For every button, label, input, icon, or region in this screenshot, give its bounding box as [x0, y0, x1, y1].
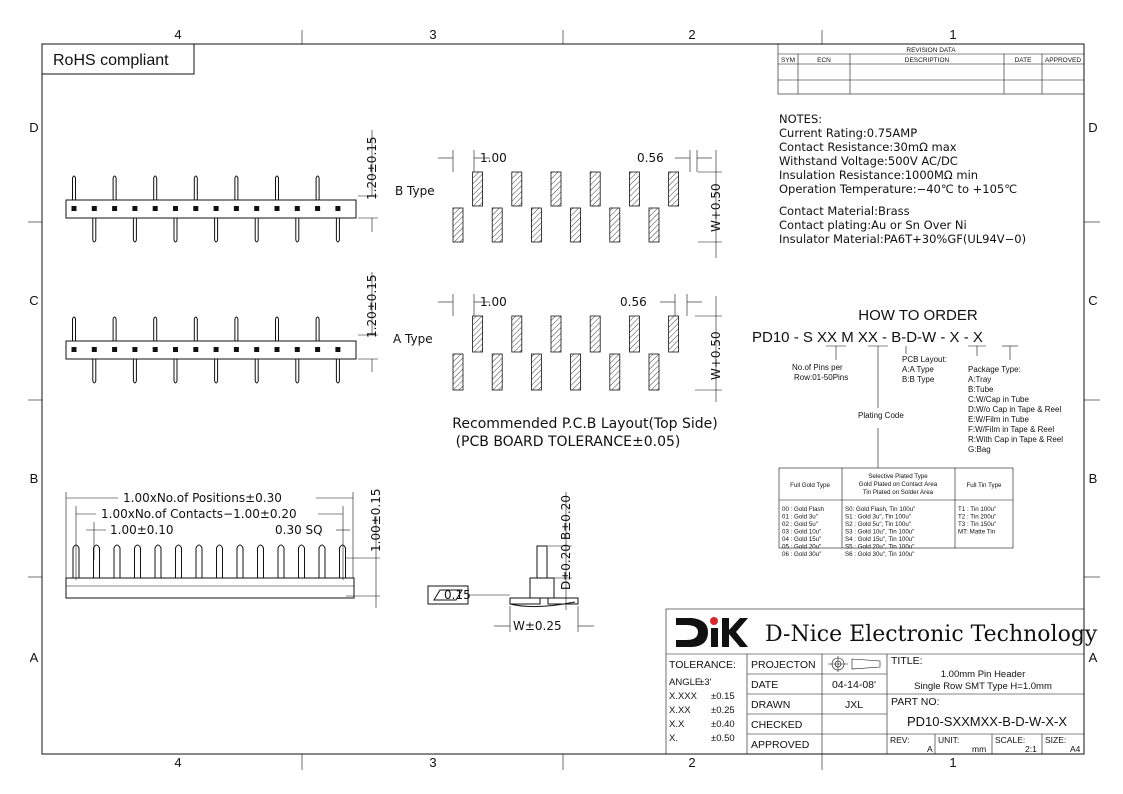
- row-label-left: A: [29, 650, 39, 665]
- plating-tin-row: MT: Matte Tin: [958, 528, 996, 536]
- col-label-bottom: 1: [949, 755, 957, 770]
- plating-head-gold: Full Gold Type: [790, 482, 830, 489]
- side-pin: [94, 545, 100, 578]
- dim-w: W±0.25: [513, 619, 562, 633]
- header-pin: [276, 317, 279, 341]
- pcb-pad: [669, 316, 679, 352]
- dim-pitch: 1.00±0.10: [110, 523, 174, 537]
- header-pin-square: [254, 347, 259, 352]
- order-pcb-layout: PCB Layout:: [902, 355, 947, 364]
- row-label-left: B: [29, 471, 39, 486]
- rev-label: REV:: [890, 735, 910, 745]
- revision-col-description: DESCRIPTION: [904, 57, 950, 64]
- dim-pitch-b: 1.00: [480, 151, 507, 165]
- tol-value: ±0.50: [711, 733, 735, 744]
- pcb-pad: [629, 316, 639, 352]
- side-pin: [135, 545, 141, 578]
- side-pin: [155, 545, 161, 578]
- dim-w-b: W+0.50: [709, 183, 723, 232]
- pcb-pad: [531, 208, 541, 242]
- tol-key: X.XXX: [669, 691, 697, 702]
- col-label-bottom: 2: [688, 755, 696, 770]
- tol-value: ±3': [699, 677, 712, 688]
- col-label-bottom: 4: [174, 755, 182, 770]
- header-pin: [113, 176, 116, 200]
- note-line: Contact Resistance:30mΩ max: [779, 140, 957, 154]
- plating-gold-row: 03 : Gold 10u": [782, 528, 822, 536]
- header-pin: [154, 176, 157, 200]
- header-pin-square: [72, 206, 77, 211]
- header-pin-square: [234, 347, 239, 352]
- note-line: Insulator Material:PA6T+30%GF(UL94V−0): [779, 232, 1027, 246]
- header-pin-square: [92, 206, 97, 211]
- plating-gold-row: 06 : Gold 30u": [782, 551, 822, 558]
- header-pin: [296, 218, 299, 242]
- side-pin: [237, 545, 243, 578]
- plating-selective-row: S4 : Gold 15u", Tin 100u": [845, 536, 915, 543]
- note-line: Contact Material:Brass: [779, 204, 910, 218]
- side-pin: [176, 545, 182, 578]
- tol-value: ±0.25: [711, 705, 735, 716]
- header-pin-square: [173, 347, 178, 352]
- header-pin: [133, 359, 136, 383]
- header-pin: [336, 218, 339, 242]
- col-label-bottom: 3: [429, 755, 437, 770]
- side-pin: [217, 545, 223, 578]
- header-pin-square: [275, 206, 280, 211]
- side-pin: [319, 545, 325, 578]
- revision-col-sym: SYM: [780, 57, 796, 64]
- pcb-pad: [629, 172, 639, 206]
- order-package: A:Tray: [968, 375, 992, 384]
- header-pin: [154, 317, 157, 341]
- title-line-1: 1.00mm Pin Header: [940, 669, 1026, 680]
- row-label-right: C: [1088, 293, 1098, 308]
- plating-selective-row: S6 : Gold 30u", Tin 100u": [845, 551, 915, 558]
- pcb-pad: [571, 354, 581, 390]
- dim-w-a: W+0.50: [709, 331, 723, 380]
- header-pin-square: [295, 347, 300, 352]
- approved-label: APPROVED: [751, 739, 810, 751]
- pcb-pad: [473, 172, 483, 206]
- header-pin-square: [315, 206, 320, 211]
- header-pin-square: [335, 206, 340, 211]
- tol-key: X.XX: [669, 705, 691, 716]
- pcb-pad: [649, 208, 659, 242]
- header-pin-square: [254, 206, 259, 211]
- company-name: D-Nice Electronic Technology: [765, 622, 1098, 647]
- plating-gold-row: 00 : Gold Flash: [782, 506, 824, 513]
- header-pin-square: [295, 206, 300, 211]
- tol-value: ±0.40: [711, 719, 735, 730]
- rohs-label: RoHS compliant: [53, 52, 169, 69]
- header-pin: [235, 317, 238, 341]
- pcb-pad: [473, 316, 483, 352]
- header-pin-square: [193, 206, 198, 211]
- pcb-pad: [512, 316, 522, 352]
- plating-head-selective: Gold Plated on Contact Area: [858, 481, 938, 488]
- header-pin: [73, 176, 76, 200]
- col-label-top: 4: [174, 27, 182, 42]
- header-pin: [174, 218, 177, 242]
- header-pin-square: [193, 347, 198, 352]
- pcb-pad: [453, 354, 463, 390]
- note-line: Insulation Resistance:1000MΩ min: [779, 168, 979, 182]
- plating-head-tin: Full Tin Type: [966, 482, 1002, 489]
- dim-flatness: 0.15: [444, 588, 471, 602]
- header-pin: [255, 359, 258, 383]
- plating-gold-row: 02 : Gold 5u": [782, 521, 818, 528]
- pcb-pad: [551, 316, 561, 352]
- plating-head-selective: Tin Plated on Solder Area: [862, 489, 934, 496]
- header-pin: [73, 317, 76, 341]
- unit-value: mm: [972, 744, 987, 754]
- plating-selective-row: S5 : Gold 20u", Tin 100u": [845, 543, 915, 551]
- a-type-label: A Type: [393, 332, 433, 346]
- projection-symbol: [828, 656, 880, 672]
- pcb-tolerance-caption: (PCB BOARD TOLERANCE±0.05): [455, 434, 681, 450]
- side-pin: [196, 545, 202, 578]
- order-code: PD10 - S XX M XX - B-D-W - X - X: [752, 329, 983, 346]
- header-top-view-d: [66, 130, 379, 242]
- pcb-pad: [649, 354, 659, 390]
- pcb-layout-caption: Recommended P.C.B Layout(Top Side): [452, 416, 718, 432]
- pcb-pad: [590, 316, 600, 352]
- header-pin-square: [214, 347, 219, 352]
- tol-key: ANGLE: [669, 677, 702, 688]
- header-pin: [93, 218, 96, 242]
- order-pins-line: Row:01-50Pins: [794, 373, 849, 382]
- row-label-left: D: [29, 120, 39, 135]
- header-pin: [235, 176, 238, 200]
- date-value: 04-14-08': [831, 679, 877, 691]
- header-pin: [336, 359, 339, 383]
- dim-pad-a: 0.56: [620, 295, 647, 309]
- date-label: DATE: [751, 679, 779, 691]
- order-package: F:W/Film in Tape & Reel: [968, 425, 1055, 434]
- header-pin-square: [335, 347, 340, 352]
- header-pin-square: [112, 206, 117, 211]
- note-line: Current Rating:0.75AMP: [779, 126, 918, 140]
- revision-title: REVISION DATA: [906, 47, 956, 54]
- col-label-top: 1: [949, 27, 957, 42]
- row-label-right: D: [1088, 120, 1098, 135]
- revision-col-date: DATE: [1014, 57, 1032, 64]
- order-pcb-layout: B:B Type: [902, 375, 935, 384]
- order-plating-code: Plating Code: [858, 411, 904, 420]
- side-pin: [340, 545, 346, 578]
- unit-label: UNIT:: [938, 735, 960, 745]
- header-pin-square: [234, 206, 239, 211]
- dim-d: D±0.20: [559, 543, 573, 590]
- dim-contacts: 1.00xNo.of Contacts−1.00±0.20: [101, 507, 297, 521]
- header-pin: [296, 359, 299, 383]
- company-logo: [676, 617, 748, 647]
- title-label: TITLE:: [891, 655, 923, 667]
- header-pin-square: [132, 206, 137, 211]
- pcb-layout-a: [453, 316, 679, 390]
- b-type-label: B Type: [395, 184, 435, 198]
- tolerance-label: TOLERANCE:: [669, 659, 736, 671]
- pcb-pad: [492, 208, 502, 242]
- header-pin: [194, 317, 197, 341]
- side-pin: [278, 545, 284, 578]
- side-pin: [114, 545, 120, 578]
- header-pin-square: [153, 347, 158, 352]
- order-package: D:W/o Cap in Tape & Reel: [968, 405, 1062, 414]
- header-pin-square: [112, 347, 117, 352]
- header-pin-square: [132, 347, 137, 352]
- header-pin: [255, 218, 258, 242]
- header-top-view-c: [66, 272, 379, 383]
- header-pin-square: [153, 206, 158, 211]
- dim-pad-b: 0.56: [637, 151, 664, 165]
- dim-positions: 1.00xNo.of Positions±0.30: [123, 491, 282, 505]
- order-package: E:W/Film in Tube: [968, 415, 1029, 424]
- projection-label: PROJECTON: [751, 659, 816, 671]
- checked-label: CHECKED: [751, 719, 803, 731]
- pcb-pad: [669, 172, 679, 206]
- title-line-2: Single Row SMT Type H=1.0mm: [914, 681, 1052, 692]
- header-pin: [316, 317, 319, 341]
- side-pin: [299, 545, 305, 578]
- order-pcb-layout: A:A Type: [902, 365, 934, 374]
- header-pin: [215, 218, 218, 242]
- notes-heading: NOTES:: [779, 112, 823, 126]
- plating-head-selective: Selective Plated Type: [868, 473, 928, 480]
- header-pin: [113, 317, 116, 341]
- header-pin: [93, 359, 96, 383]
- plating-gold-row: 01 : Gold 3u": [782, 513, 818, 521]
- size-value: A4: [1070, 744, 1081, 754]
- dim-square: 0.30 SQ: [275, 523, 323, 537]
- tol-value: ±0.15: [711, 691, 735, 702]
- scale-value: 2:1: [1025, 744, 1037, 754]
- pcb-pad: [590, 172, 600, 206]
- pcb-pad: [492, 354, 502, 390]
- header-pin: [316, 176, 319, 200]
- order-pins-line: No.of Pins per: [792, 363, 843, 372]
- header-pin-square: [72, 347, 77, 352]
- plating-tin-row: T2 : Tin 200u": [958, 513, 997, 521]
- plating-gold-row: 05 : Gold 20u": [782, 543, 822, 551]
- order-package: R:With Cap in Tape & Reel: [968, 435, 1064, 444]
- pcb-pad: [610, 208, 620, 242]
- header-pin: [174, 359, 177, 383]
- rev-value: A: [927, 744, 933, 754]
- row-label-right: B: [1088, 471, 1098, 486]
- pcb-pad: [512, 172, 522, 206]
- plating-selective-row: S0: Gold Flash, Tin 100u": [845, 506, 916, 513]
- col-label-top: 2: [688, 27, 696, 42]
- part-no-label: PART NO:: [891, 696, 940, 708]
- pcb-pad: [571, 208, 581, 242]
- part-number: PD10-SXXMXX-B-D-W-X-X: [906, 714, 1068, 729]
- row-label-left: C: [29, 293, 39, 308]
- note-line: Contact plating:Au or Sn Over Ni: [779, 218, 967, 232]
- header-pin-square: [214, 206, 219, 211]
- dim-side-height: 1.00±0.15: [369, 488, 383, 552]
- header-pin-square: [275, 347, 280, 352]
- revision-col-ecn: ECN: [817, 57, 831, 64]
- note-line: Operation Temperature:−40℃ to +105℃: [779, 182, 1018, 196]
- header-pin: [276, 176, 279, 200]
- plating-selective-row: S2 : Gold 5u", Tin 100u": [845, 521, 911, 528]
- pcb-pad: [531, 354, 541, 390]
- plating-gold-row: 04 : Gold 15u": [782, 536, 822, 543]
- tol-key: X.: [669, 733, 678, 744]
- side-pin: [258, 545, 264, 578]
- dim-b: B±0.20: [559, 494, 573, 540]
- dim-height-c: 1.20±0.15: [365, 274, 379, 338]
- header-pin-square: [315, 347, 320, 352]
- order-package: G:Bag: [968, 445, 991, 454]
- pcb-layout-b: [453, 172, 679, 242]
- order-package: Package Type:: [968, 365, 1021, 374]
- plating-tin-row: T1 : Tin 100u": [958, 506, 997, 513]
- drawn-value: JXL: [844, 699, 864, 711]
- note-line: Withstand Voltage:500V AC/DC: [779, 154, 958, 168]
- revision-col-approved: APPROVED: [1044, 57, 1082, 64]
- order-package: B:Tube: [968, 385, 994, 394]
- how-to-order-title: HOW TO ORDER: [858, 307, 978, 324]
- dim-pitch-a: 1.00: [480, 295, 507, 309]
- header-pin: [133, 218, 136, 242]
- size-label: SIZE:: [1045, 735, 1067, 745]
- dim-height-d: 1.20±0.15: [365, 136, 379, 200]
- pcb-pad: [453, 208, 463, 242]
- order-package: C:W/Cap in Tube: [968, 395, 1029, 404]
- tol-key: X.X: [669, 719, 685, 730]
- plating-selective-row: S1 : Gold 3u", Tin 100u": [845, 513, 911, 521]
- drawn-label: DRAWN: [751, 699, 791, 711]
- row-label-right: A: [1088, 650, 1098, 665]
- plating-tin-row: T3 : Tin 150u": [958, 521, 997, 528]
- pcb-pad: [551, 172, 561, 206]
- header-pin-square: [173, 206, 178, 211]
- plating-selective-row: S3 : Gold 10u", Tin 100u": [845, 528, 915, 536]
- header-pin: [215, 359, 218, 383]
- col-label-top: 3: [429, 27, 437, 42]
- scale-label: SCALE:: [995, 735, 1026, 745]
- pcb-pad: [610, 354, 620, 390]
- header-pin-square: [92, 347, 97, 352]
- header-pin: [194, 176, 197, 200]
